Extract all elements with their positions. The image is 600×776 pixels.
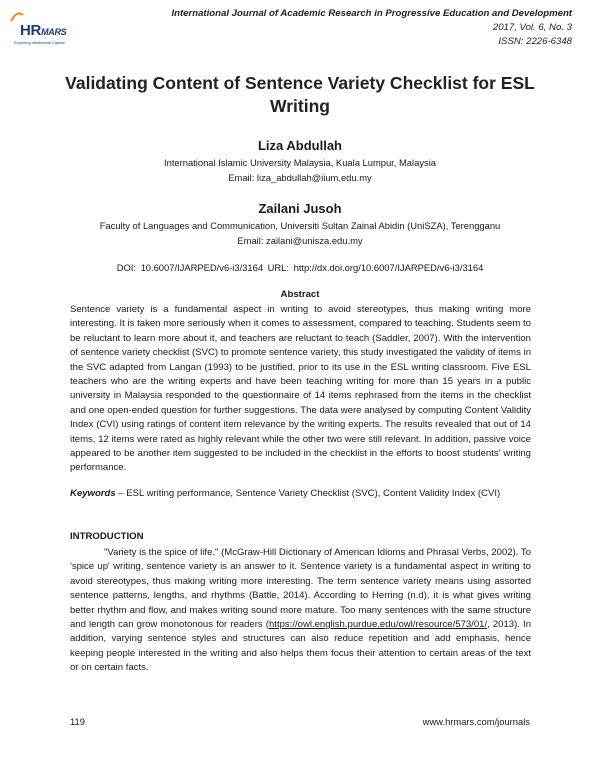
keywords [70,487,531,501]
journal-header [171,7,572,49]
abstract-heading: Abstract [280,289,320,300]
journal-issn: ISSN: 2226-6348 [498,36,572,47]
footer-url: www.hrmars.com/journals [422,716,530,727]
introduction-heading: INTRODUCTION [70,531,144,542]
keywords-text: – ESL writing performance, Sentence Variety Checklist (SVC), Content Validity Index (CVI) [115,488,501,499]
author-affiliation: International Islamic University Malaysia, Kuala Lumpur, Malaysia [164,157,436,168]
journal-volume: 2017, Vol. 6, No. 3 [492,22,572,33]
author-affiliation: Faculty of Languages and Communication, Universiti Sultan Zainal Abidin (UniSZA), Terengganu [99,220,501,231]
intro-text-part2: , 2013). In addition, varying sentence styles and structures can also reduce repetition and add emphasis, hence keeping people interested in the writing and also helps them focus their attention to certain areas of the text or on certain facts. [70,619,531,674]
author-block-2 [0,200,600,248]
logo-text-small: MARS [41,27,67,37]
author-email: Email: zailani@unisza.edu.my [237,235,363,246]
logo-tagline: Exploring Intellectual Capital [14,40,65,45]
page-number: 119 [70,716,85,727]
doi-line: DOI: 10.6007/IJARPED/v6-i3/3164 URL: http://dx.doi.org/10.6007/IJARPED/v6-i3/3164 [116,262,484,273]
author-email: Email: liza_abdullah@iium.edu.my [228,172,372,183]
logo-text: HR [20,22,42,39]
journal-name: International Journal of Academic Research in Progressive Education and Development [171,8,572,19]
introduction-text [70,546,531,676]
logo-swoosh-icon [10,12,24,22]
author-name: Zailani Jusoh [258,201,342,216]
intro-text-part1: "Variety is the spice of life." (McGraw-Hill Dictionary of American Idioms and Phrasal Verbs, 2002). To 'spice up' writing, sentence variety is an answer to it. Sentence variety is a fundamental aspect in writing to avoid stereotypes, thus making writing more interesting. The term sentence variety means using assorted sentence patterns, lengths, and rhythms (Battle, 2014). According to Herring (n.d), it is what gives writing better rhythm and flow, and makes writing sound more mature. Too many sentences with the same structure and length can grow monotonous for readers ( [70,547,531,631]
purdue-owl-link[interactable]: https://owl.english.purdue.edu/owl/resource/573/01/ [268,619,488,631]
author-name: Liza Abdullah [257,138,343,153]
hrmars-logo [10,10,70,48]
abstract-text: Sentence variety is a fundamental aspect in writing to avoid stereotypes, thus making writing more interesting. It is taken more seriously when it comes to assessment, compared to teaching. Students seem to be reluctant to learn more about it, and teachers are reluctant to teach (Saddler, 2007). With the intervention of sentence variety checklist (SVC) to promote sentence variety, this study investigated the validity of items in the SVC adapted from Langan (1993) to be justified, prior to its use in the ESL writing classroom. Five ESL teachers who are the writing experts and have been teaching writing for more than 15 years in a public university in Malaysia responded to the questionnaire of 14 items rephrased from the items in the checklist and one open-ended question for further suggestions. The data were analysed by computing Content Validity Index (CVI) using ratings of content item relevance by the writing experts. The results revealed that out of 14 items, 12 items were rated as highly relevant while the other two were still relevant. In addition, passive voice appeared to be another item suggested to be included in the checklist in the efforts to boost students' writing performance. [70,304,531,474]
paper-title: Validating Content of Sentence Variety Checklist for ESL Writing [65,73,535,116]
keywords-label: Keywords [70,488,116,499]
author-block-1 [0,137,600,185]
